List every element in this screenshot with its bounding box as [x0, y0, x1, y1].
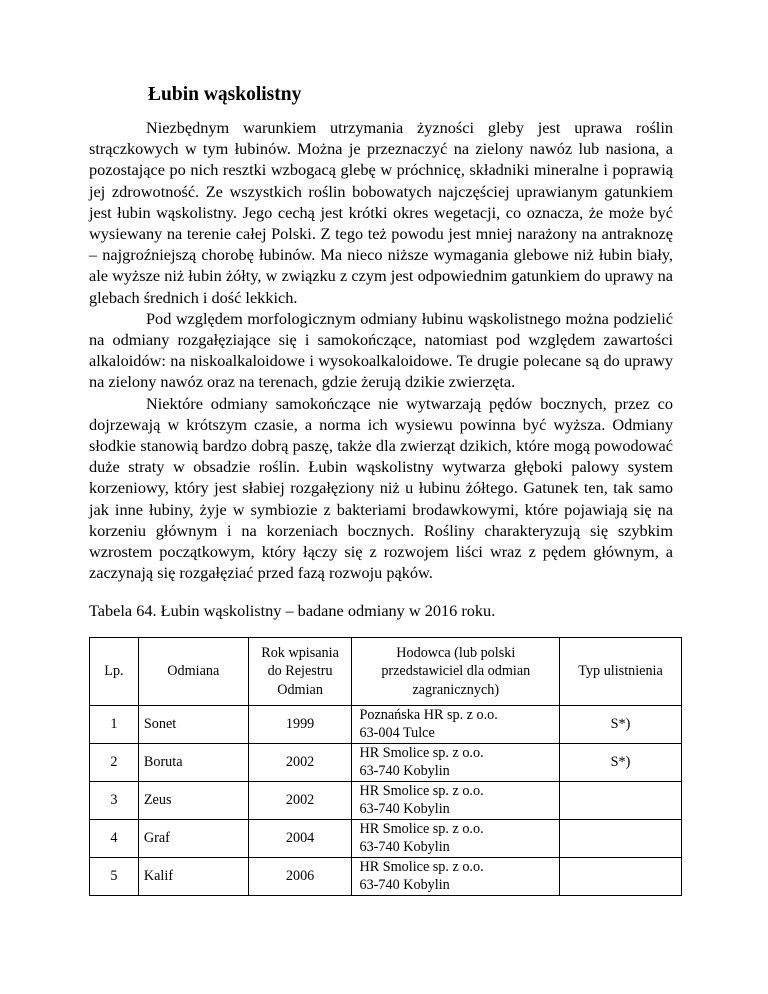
- cell-hodowca: [352, 858, 560, 896]
- table-row: [90, 782, 682, 820]
- breeder-name: HR Smolice sp. z o.o.: [359, 859, 484, 875]
- page-title: Łubin wąskolistny: [148, 84, 302, 105]
- breeder-name: Poznańska HR sp. z o.o.: [359, 707, 498, 723]
- breeder-name: HR Smolice sp. z o.o.: [359, 745, 484, 761]
- header-lp: Lp.: [90, 638, 139, 706]
- cell-typ: [560, 782, 682, 820]
- header-typ: Typ ulistnienia: [560, 638, 682, 706]
- table-row: [90, 858, 682, 896]
- cell-lp: 5: [90, 858, 139, 896]
- breeder-address: 63-740 Kobylin: [359, 800, 450, 817]
- table-row: [90, 706, 682, 744]
- header-rok: Rok wpisania do Rejestru Odmian: [248, 638, 352, 706]
- cell-typ: [560, 858, 682, 896]
- cell-hodowca: [352, 744, 560, 782]
- cell-odmiana: Kalif: [138, 858, 248, 896]
- cell-odmiana: Zeus: [138, 782, 248, 820]
- breeder-name: HR Smolice sp. z o.o.: [359, 821, 484, 837]
- cell-lp: 3: [90, 782, 139, 820]
- cell-typ: S*): [560, 706, 682, 744]
- cell-odmiana: Boruta: [138, 744, 248, 782]
- breeder-name: HR Smolice sp. z o.o.: [359, 783, 484, 799]
- cell-rok: 2006: [248, 858, 352, 896]
- table-caption: Tabela 64. Łubin wąskolistny – badane odmiany w 2016 roku.: [89, 601, 496, 620]
- cell-odmiana: Graf: [138, 820, 248, 858]
- breeder-address: 63-740 Kobylin: [359, 762, 450, 779]
- cell-rok: 2004: [248, 820, 352, 858]
- cell-hodowca: [352, 782, 560, 820]
- cell-typ: S*): [560, 744, 682, 782]
- body-text: [89, 117, 673, 583]
- table-row: [90, 744, 682, 782]
- cell-hodowca: [352, 706, 560, 744]
- cell-hodowca: [352, 820, 560, 858]
- cell-lp: 2: [90, 744, 139, 782]
- paragraph: Pod względem morfologicznym odmiany łubinu wąskolistnego można podzielić na odmiany rozgałęziające się i samokończące, natomiast pod względem zawartości alkaloidów: na niskoalkaloidowe i wysokoalkaloidowe. Te drugie polecane są do uprawy na zielony nawóz oraz na terenach, gdzie żerują dzikie zwierzęta.: [89, 308, 673, 392]
- cell-lp: 1: [90, 706, 139, 744]
- header-odmiana: Odmiana: [138, 638, 248, 706]
- cell-typ: [560, 820, 682, 858]
- breeder-address: 63-740 Kobylin: [359, 838, 450, 855]
- paragraph: Niezbędnym warunkiem utrzymania żyzności gleby jest uprawa roślin strączkowych w tym łubinów. Można je przeznaczyć na zielony nawóz lub nasiona, a pozostające po nich resztki wzbogacą glebę w próchnicę, składniki mineralne i poprawią jej zdrowotność. Ze wszystkich roślin bobowatych najczęściej uprawianym gatunkiem jest łubin wąskolistny. Jego cechą jest krótki okres wegetacji, co oznacza, że może być wysiewany na terenie całej Polski. Z tego też powodu jest mniej narażony na antraknozę – najgroźniejszą chorobę łubinów. Ma nieco niższe wymagania glebowe niż łubin biały, ale wyższe niż łubin żółty, w związku z czym jest odpowiednim gatunkiem do uprawy na glebach średnich i dość lekkich.: [89, 118, 673, 307]
- table-header-row: [90, 638, 682, 706]
- breeder-address: 63-740 Kobylin: [359, 876, 450, 893]
- paragraph: Niektóre odmiany samokończące nie wytwarzają pędów bocznych, przez co dojrzewają w krótszym czasie, a norma ich wysiewu powinna być wyższa. Odmiany słodkie stanowią bardzo dobrą paszę, także dla zwierząt dzikich, które mogą powodować duże straty w obsadzie roślin. Łubin wąskolistny wytwarza głęboki palowy system korzeniowy, który jest słabiej rozgałęziony niż u łubinu żółtego. Gatunek ten, tak samo jak inne łubiny, żyje w symbiozie z bakteriami brodawkowymi, które pojawiają się na korzeniu głównym i na korzeniach bocznych. Rośliny charakteryzują się szybkim wzrostem początkowym, który łączy się z rozwojem liści wraz z pędem głównym, a zaczynają się rozgałęziać przed fazą rozwoju pąków.: [89, 393, 673, 583]
- cell-rok: 2002: [248, 782, 352, 820]
- table-row: [90, 820, 682, 858]
- header-hodowca: Hodowca (lub polski przedstawiciel dla odmian zagranicznych): [352, 638, 560, 706]
- breeder-address: 63-004 Tulce: [359, 724, 435, 741]
- cell-odmiana: Sonet: [138, 706, 248, 744]
- varieties-table: [89, 637, 682, 896]
- cell-rok: 2002: [248, 744, 352, 782]
- cell-rok: 1999: [248, 706, 352, 744]
- cell-lp: 4: [90, 820, 139, 858]
